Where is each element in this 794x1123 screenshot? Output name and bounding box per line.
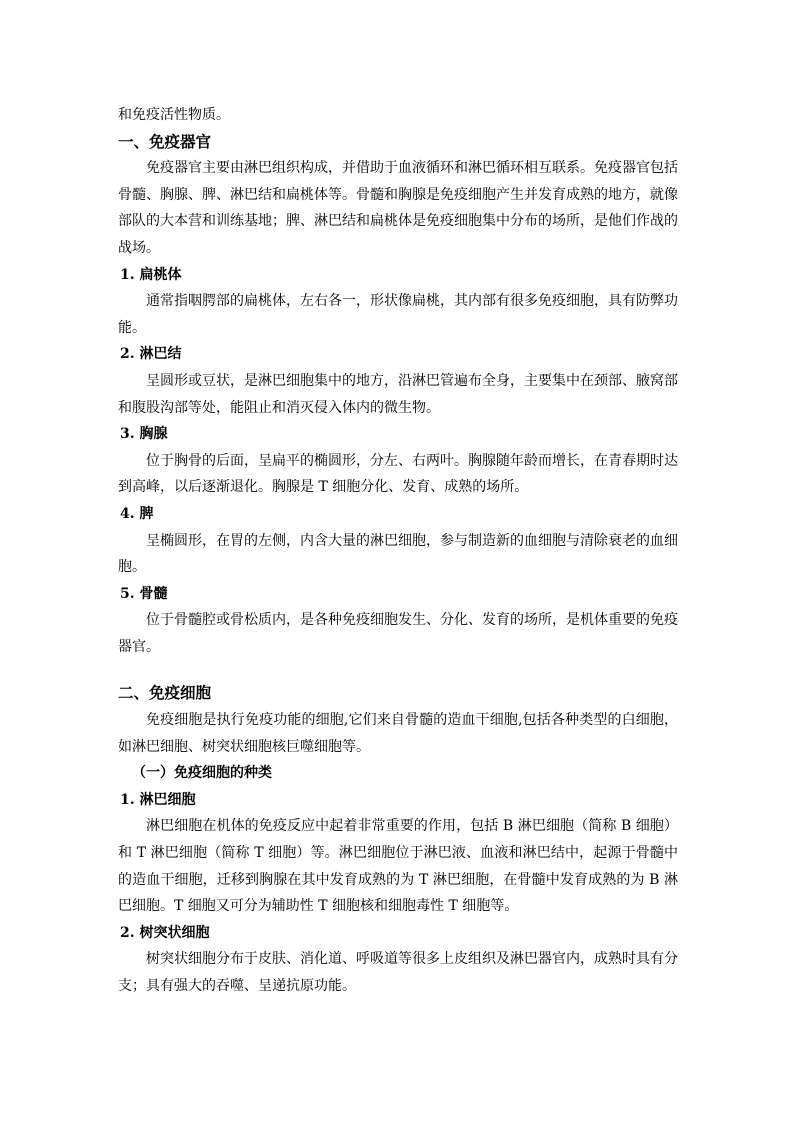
- intro-tail-paragraph: 和免疫活性物质。: [118, 107, 230, 123]
- organ-text-thymus: 位于胸骨的后面，呈扁平的椭圆形，分左、右两叶。胸腺随年龄而增长，在青春期时达到高峰，以后逐渐退化。胸腺是 T 细胞分化、发育、成熟的场所。: [118, 452, 678, 496]
- organ-title-bone-marrow: 5. 骨髓: [120, 585, 168, 602]
- cell-title-dendritic: 2. 树突状细胞: [120, 924, 210, 941]
- organ-text-bone-marrow: 位于骨髓腔或骨松质内，是各种免疫细胞发生、分化、发育的场所，是机体重要的免疫器官。: [118, 612, 678, 655]
- organs-intro-paragraph: 免疫器官主要由淋巴组织构成，并借助于血液循环和淋巴循环相互联系。免疫器官包括骨髓、胸腺、脾、淋巴结和扁桃体等。骨髓和胸腺是免疫细胞产生并发育成熟的地方，就像部队的大本营和训练基地；脾、淋巴结和扁桃体是免疫细胞集中分布的场所，是他们作战的战场。: [118, 160, 678, 256]
- organ-title-thymus: 3. 胸腺: [120, 426, 168, 443]
- organ-title-tonsil: 1. 扁桃体: [120, 266, 182, 283]
- cell-text-dendritic: 树突状细胞分布于皮肤、消化道、呼吸道等很多上皮组织及淋巴器官内，成熟时具有分支；具有强大的吞噬、呈递抗原功能。: [118, 951, 678, 994]
- cells-intro-paragraph: 免疫细胞是执行免疫功能的细胞,它们来自骨髓的造血干细胞,包括各种类型的白细胞，如淋巴细胞、树突状细胞核巨噬细胞等。: [118, 712, 678, 755]
- cell-title-lymphocyte: 1. 淋巴细胞: [120, 791, 196, 808]
- organ-title-lymph-node: 2. 淋巴结: [120, 346, 182, 363]
- subsection-heading-cell-types: （一）免疫细胞的种类: [132, 765, 272, 782]
- section-heading-organs: 一、免疫器官: [118, 131, 212, 151]
- document-page: [118, 102, 678, 1000]
- cell-text-lymphocyte: 淋巴细胞在机体的免疫反应中起着非常重要的作用，包括 B 淋巴细胞（简称 B 细胞）和 T 淋巴细胞（简称 T 细胞）等。淋巴细胞位于淋巴液、血液和淋巴结中，起源于骨髓中的造血干细胞，迁移到胸腺在其中发育成熟的为 T 淋巴细胞，在骨髓中发育成熟的为 B 淋巴细胞。T 细胞又可分为辅助性 T 细胞核和细胞毒性 T 细胞等。: [118, 818, 678, 915]
- organ-text-tonsil: 通常指咽腭部的扁桃体，左右各一，形状像扁桃，其内部有很多免疫细胞，具有防弊功能。: [118, 293, 678, 336]
- organ-title-spleen: 4. 脾: [120, 505, 154, 522]
- organ-text-lymph-node: 呈圆形或豆状，是淋巴细胞集中的地方，沿淋巴管遍布全身，主要集中在颈部、腋窝部和腹股沟部等处，能阻止和消灭侵入体内的微生物。: [118, 372, 678, 416]
- organ-text-spleen: 呈椭圆形，在胃的左侧，内含大量的淋巴细胞，参与制造新的血细胞与清除衰老的血细胞。: [118, 532, 678, 576]
- section-spacer: [118, 660, 678, 680]
- section-heading-cells: 二、免疫细胞: [118, 683, 212, 703]
